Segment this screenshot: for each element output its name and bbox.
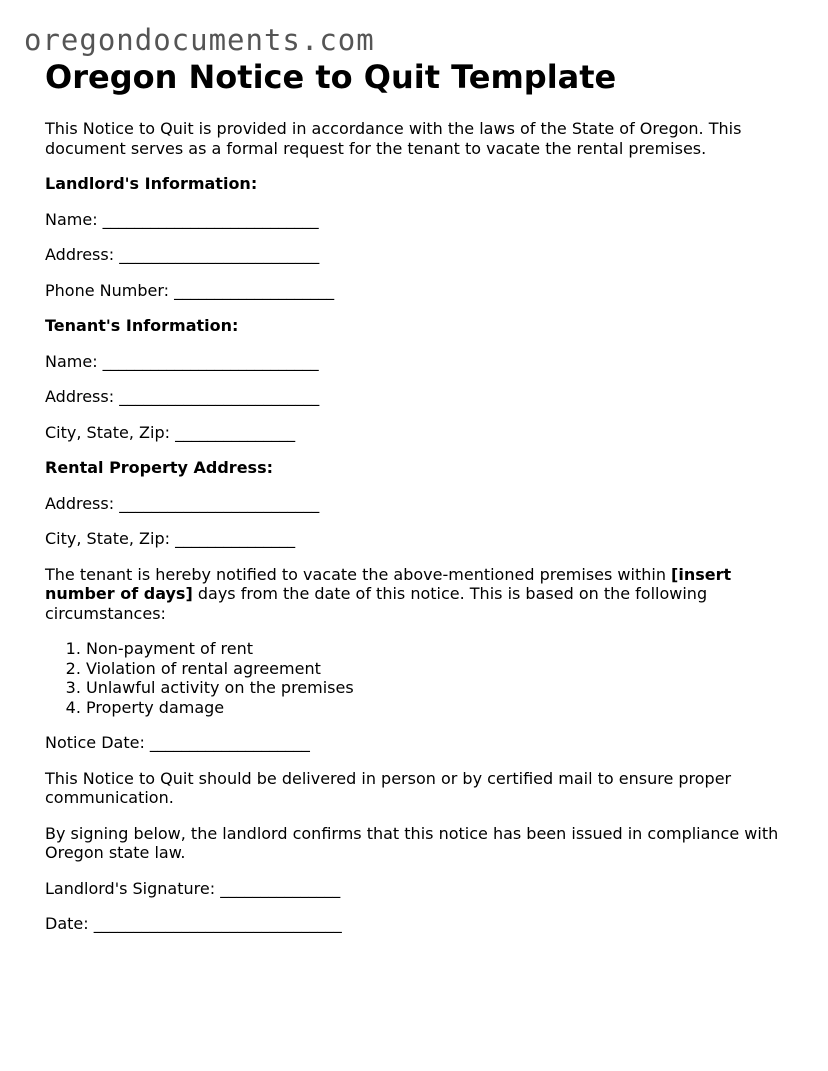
notice-date-field: Notice Date: ____________________ — [45, 733, 310, 753]
property-address-field: Address: _________________________ — [45, 493, 320, 513]
delivery-paragraph: This Notice to Quit should be delivered in person or by certified mail to ensure proper communication. — [45, 768, 732, 808]
reasons-list — [45, 639, 805, 717]
confirmation-paragraph: By signing below, the landlord confirms that this notice has been issued in compliance with Oregon state law. — [45, 823, 779, 863]
landlord-phone-field: Phone Number: ____________________ — [45, 280, 335, 300]
landlord-address-field: Address: _________________________ — [45, 245, 320, 265]
list-item: 2. Violation of rental agreement — [86, 659, 805, 679]
watermark-text: oregondocuments.com — [24, 23, 375, 57]
list-item: 4. Property damage — [86, 698, 805, 718]
intro-paragraph: This Notice to Quit is provided in accordance with the laws of the State of Oregon. This document serves as a formal request for the tenant to vacate the rental premises. — [45, 119, 742, 158]
signature-field: Landlord's Signature: _______________ — [45, 878, 341, 898]
date-field: Date: _______________________________ — [45, 914, 342, 934]
document-title: Oregon Notice to Quit Template — [45, 58, 617, 96]
tenant-heading: Tenant's Information: — [45, 316, 239, 336]
days-placeholder: [insert number of days] — [45, 564, 732, 604]
tenant-name-field: Name: ___________________________ — [45, 351, 319, 371]
notice-paragraph — [45, 565, 805, 624]
landlord-heading: Landlord's Information: — [45, 174, 258, 194]
notice-text-before: The tenant is hereby notified to vacate the above-mentioned premises within — [45, 564, 672, 584]
tenant-city-field: City, State, Zip: _______________ — [45, 422, 296, 442]
tenant-address-field: Address: _________________________ — [45, 387, 320, 407]
notice-text-after: days from the date of this notice. This is based on the following circumstances: — [45, 584, 708, 623]
list-item: 3. Unlawful activity on the premises — [86, 678, 805, 698]
landlord-name-field: Name: ___________________________ — [45, 209, 319, 229]
document-body — [45, 58, 805, 950]
property-heading: Rental Property Address: — [45, 458, 273, 478]
property-city-field: City, State, Zip: _______________ — [45, 529, 296, 549]
list-item: 1. Non-payment of rent — [86, 639, 805, 659]
